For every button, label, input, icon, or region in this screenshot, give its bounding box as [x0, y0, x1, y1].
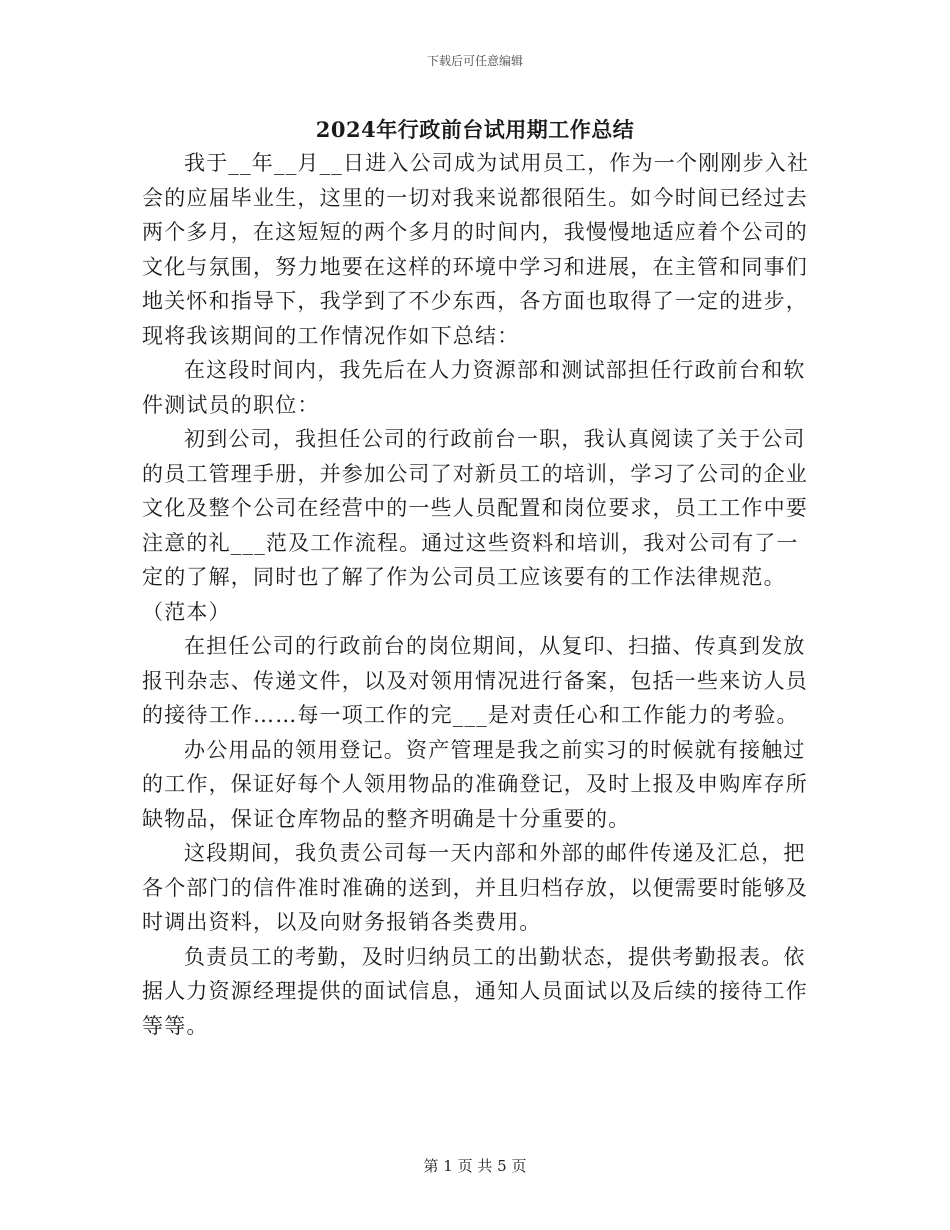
paragraph: 在这段时间内，我先后在人力资源部和测试部担任行政前台和软件测试员的职位： [142, 358, 806, 417]
page-number: 第 1 页 共 5 页 [423, 1157, 527, 1175]
paragraph: 这段期间，我负责公司每一天内部和外部的邮件传递及汇总，把各个部门的信件准时准确的送到，并且归档存放，以便需要时能够及时调出资料，以及向财务报销各类费用。 [142, 841, 808, 934]
paragraph: 办公用品的领用登记。资产管理是我之前实习的时候就有接触过的工作，保证好每个人领用物品的准确登记，及时上报及申购库存所缺物品，保证仓库物品的整齐明确是十分重要的。 [142, 737, 808, 831]
document-title: 2024年行政前台试用期工作总结 [315, 117, 635, 142]
paragraph: 初到公司，我担任公司的行政前台一职，我认真阅读了关于公司的员工管理手册，并参加公司了对新员工的培训，学习了公司的企业文化及整个公司在经营中的一些人员配置和岗位要求，员工工作中要注意的礼___范及工作流程。通过这些资料和培训，我对公司有了一定的了解，同时也了解了作为公司员工应该要有的工作法律规范。（范本） [142, 427, 808, 624]
paragraph: 在担任公司的行政前台的岗位期间，从复印、扫描、传真到发放报刊杂志、传递文件，以及对领用情况进行备案，包括一些来访人员的接待工作……每一项工作的完___是对责任心和工作能力的考验。 [142, 634, 808, 727]
paragraph: 我于__年__月__日进入公司成为试用员工，作为一个刚刚步入社会的应届毕业生，这里的一切对我来说都很陌生。如今时间已经过去两个多月，在这短短的两个多月的时间内，我慢慢地适应着个公司的文化与氛围，努力地要在这样的环境中学习和进展，在主管和同事们地关怀和指导下，我学到了不少东西，各方面也取得了一定的进步，现将我该期间的工作情况作如下总结： [142, 151, 810, 348]
header-note: 下载后可任意编辑 [426, 54, 523, 68]
document-body [142, 146, 810, 1043]
paragraph: 负责员工的考勤，及时归纳员工的出勤状态，提供考勤报表。依据人力资源经理提供的面试信息，通知人员面试以及后续的接待工作等等。 [142, 944, 808, 1038]
